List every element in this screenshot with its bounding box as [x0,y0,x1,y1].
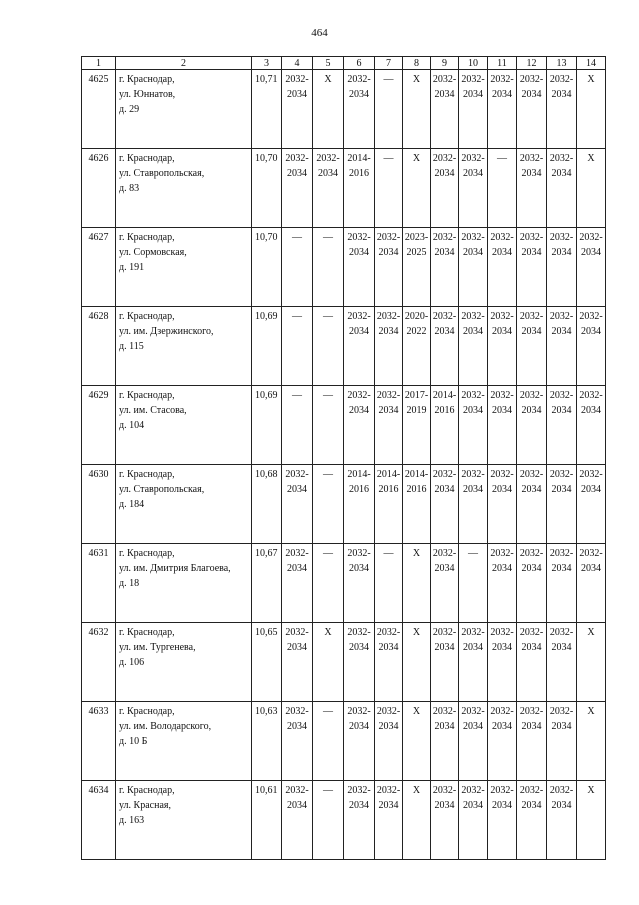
column-number-14: 14 [577,57,606,70]
period-cell-col-7: 2032- 2034 [375,623,403,702]
period-cell-col-4: 2032- 2034 [282,70,313,149]
column-number-12: 12 [517,57,547,70]
period-cell-col-12: 2032- 2034 [517,228,547,307]
address-line: г. Краснодар, [119,153,175,164]
period-cell-col-7: — [375,70,403,149]
period-cell-col-7: 2032- 2034 [375,781,403,860]
period-cell-col-4: 2032- 2034 [282,544,313,623]
address-line: г. Краснодар, [119,74,175,85]
column-number-4: 4 [282,57,313,70]
period-cell-col-13: 2032- 2034 [547,228,577,307]
period-cell-col-7: 2014- 2016 [375,465,403,544]
address-line: ул. им. Володарского, [119,721,212,732]
period-cell-col-4: 2032- 2034 [282,702,313,781]
address-line: д. 184 [119,499,145,510]
period-cell-col-8: 2023- 2025 [403,228,431,307]
period-cell-col-5: — [313,702,344,781]
period-cell-col-8: 2020- 2022 [403,307,431,386]
period-cell-col-14: Х [577,781,606,860]
period-cell-col-13: 2032- 2034 [547,623,577,702]
period-cell-col-12: 2032- 2034 [517,70,547,149]
table-row [82,544,606,623]
address-line: г. Краснодар, [119,232,175,243]
period-cell-col-5: — [313,544,344,623]
period-cell-col-6: 2032- 2034 [344,781,375,860]
period-cell-col-4: 2032- 2034 [282,781,313,860]
period-cell-col-10: 2032- 2034 [459,228,488,307]
period-cell-col-9: 2032- 2034 [431,702,459,781]
address-cell [116,149,252,228]
address-cell [116,623,252,702]
period-cell-col-13: 2032- 2034 [547,544,577,623]
page-number: 464 [311,27,328,39]
area-cell: 10,61 [252,781,282,860]
period-cell-col-11: — [488,149,517,228]
period-cell-col-10: 2032- 2034 [459,70,488,149]
period-cell-col-6: 2014- 2016 [344,149,375,228]
address-line: д. 18 [119,578,140,589]
period-cell-col-4: 2032- 2034 [282,149,313,228]
table-row [82,781,606,860]
area-cell: 10,67 [252,544,282,623]
period-cell-col-14: Х [577,623,606,702]
address-cell [116,465,252,544]
area-cell: 10,65 [252,623,282,702]
period-cell-col-6: 2032- 2034 [344,623,375,702]
period-cell-col-9: 2032- 2034 [431,149,459,228]
address-line: ул. им. Дмитрия Благоева, [119,563,231,574]
period-cell-col-12: 2032- 2034 [517,702,547,781]
period-cell-col-13: 2032- 2034 [547,307,577,386]
period-cell-col-13: 2032- 2034 [547,702,577,781]
period-cell-col-13: 2032- 2034 [547,149,577,228]
period-cell-col-12: 2032- 2034 [517,149,547,228]
period-cell-col-5: Х [313,623,344,702]
address-line: д. 106 [119,657,145,668]
period-cell-col-10: 2032- 2034 [459,702,488,781]
table-row [82,70,606,149]
period-cell-col-12: 2032- 2034 [517,623,547,702]
address-line: ул. Юннатов, [119,89,176,100]
period-cell-col-10: 2032- 2034 [459,623,488,702]
period-cell-col-8: Х [403,149,431,228]
period-cell-col-10: 2032- 2034 [459,149,488,228]
period-cell-col-11: 2032- 2034 [488,465,517,544]
period-cell-col-12: 2032- 2034 [517,465,547,544]
period-cell-col-5: — [313,465,344,544]
table-row [82,465,606,544]
address-cell [116,307,252,386]
column-number-row [82,57,606,70]
address-line: г. Краснодар, [119,627,175,638]
period-cell-col-9: 2032- 2034 [431,307,459,386]
address-cell [116,386,252,465]
period-cell-col-8: 2017- 2019 [403,386,431,465]
column-number-3: 3 [252,57,282,70]
period-cell-col-8: Х [403,544,431,623]
period-cell-col-6: 2032- 2034 [344,307,375,386]
address-line: ул. им. Тургенева, [119,642,196,653]
area-cell: 10,69 [252,307,282,386]
address-line: ул. Сормовская, [119,247,187,258]
period-cell-col-5: — [313,781,344,860]
period-cell-col-9: 2032- 2034 [431,781,459,860]
table-row [82,386,606,465]
column-number-6: 6 [344,57,375,70]
column-number-2: 2 [116,57,252,70]
period-cell-col-8: Х [403,70,431,149]
address-line: ул. Ставропольская, [119,484,205,495]
period-cell-col-7: — [375,544,403,623]
address-line: ул. Ставропольская, [119,168,205,179]
period-cell-col-5: — [313,228,344,307]
address-line: г. Краснодар, [119,390,175,401]
period-cell-col-4: 2032- 2034 [282,623,313,702]
period-cell-col-6: 2032- 2034 [344,70,375,149]
address-line: д. 29 [119,104,140,115]
period-cell-col-5: Х [313,70,344,149]
table-row [82,702,606,781]
period-cell-col-12: 2032- 2034 [517,544,547,623]
address-cell [116,228,252,307]
period-cell-col-14: 2032- 2034 [577,544,606,623]
period-cell-col-11: 2032- 2034 [488,781,517,860]
period-cell-col-14: Х [577,70,606,149]
row-number: 4625 [82,70,116,149]
row-number: 4632 [82,623,116,702]
period-cell-col-5: — [313,386,344,465]
row-number: 4627 [82,228,116,307]
period-cell-col-5: — [313,307,344,386]
row-number: 4633 [82,702,116,781]
table-row [82,149,606,228]
area-cell: 10,63 [252,702,282,781]
period-cell-col-6: 2032- 2034 [344,228,375,307]
row-number: 4630 [82,465,116,544]
address-line: д. 163 [119,815,145,826]
period-cell-col-5: 2032- 2034 [313,149,344,228]
address-line: д. 10 Б [119,736,148,747]
period-cell-col-9: 2032- 2034 [431,544,459,623]
period-cell-col-14: Х [577,149,606,228]
row-number: 4628 [82,307,116,386]
period-cell-col-6: 2032- 2034 [344,386,375,465]
period-cell-col-10: 2032- 2034 [459,386,488,465]
column-number-5: 5 [313,57,344,70]
period-cell-col-9: 2032- 2034 [431,623,459,702]
period-cell-col-11: 2032- 2034 [488,70,517,149]
period-cell-col-4: — [282,228,313,307]
period-cell-col-6: 2032- 2034 [344,544,375,623]
address-line: д. 83 [119,183,140,194]
address-line: ул. им. Дзержинского, [119,326,214,337]
period-cell-col-6: 2014- 2016 [344,465,375,544]
period-cell-col-14: 2032- 2034 [577,465,606,544]
column-number-7: 7 [375,57,403,70]
address-line: ул. им. Стасова, [119,405,187,416]
period-cell-col-8: 2014- 2016 [403,465,431,544]
column-number-9: 9 [431,57,459,70]
period-cell-col-10: 2032- 2034 [459,465,488,544]
period-cell-col-9: 2032- 2034 [431,228,459,307]
period-cell-col-10: — [459,544,488,623]
area-cell: 10,71 [252,70,282,149]
period-cell-col-7: 2032- 2034 [375,307,403,386]
period-cell-col-12: 2032- 2034 [517,307,547,386]
address-cell [116,702,252,781]
period-cell-col-14: 2032- 2034 [577,307,606,386]
period-cell-col-12: 2032- 2034 [517,781,547,860]
address-line: г. Краснодар, [119,311,175,322]
table-row [82,228,606,307]
period-cell-col-9: 2014- 2016 [431,386,459,465]
area-cell: 10,70 [252,228,282,307]
address-line: ул. Красная, [119,800,171,811]
period-cell-col-10: 2032- 2034 [459,307,488,386]
address-line: г. Краснодар, [119,548,175,559]
period-cell-col-9: 2032- 2034 [431,70,459,149]
column-number-11: 11 [488,57,517,70]
address-line: г. Краснодар, [119,469,175,480]
address-line: д. 191 [119,262,145,273]
row-number: 4634 [82,781,116,860]
period-cell-col-11: 2032- 2034 [488,623,517,702]
address-line: д. 104 [119,420,145,431]
period-cell-col-11: 2032- 2034 [488,702,517,781]
period-cell-col-14: 2032- 2034 [577,386,606,465]
period-cell-col-13: 2032- 2034 [547,465,577,544]
period-cell-col-7: 2032- 2034 [375,702,403,781]
address-line: д. 115 [119,341,144,352]
period-cell-col-7: 2032- 2034 [375,386,403,465]
area-cell: 10,70 [252,149,282,228]
housing-repair-table [81,56,606,860]
address-line: г. Краснодар, [119,706,175,717]
period-cell-col-11: 2032- 2034 [488,228,517,307]
area-cell: 10,69 [252,386,282,465]
period-cell-col-11: 2032- 2034 [488,307,517,386]
address-cell [116,781,252,860]
period-cell-col-8: Х [403,702,431,781]
period-cell-col-12: 2032- 2034 [517,386,547,465]
period-cell-col-11: 2032- 2034 [488,544,517,623]
period-cell-col-13: 2032- 2034 [547,781,577,860]
period-cell-col-14: Х [577,702,606,781]
period-cell-col-8: Х [403,781,431,860]
period-cell-col-11: 2032- 2034 [488,386,517,465]
column-number-8: 8 [403,57,431,70]
period-cell-col-13: 2032- 2034 [547,386,577,465]
period-cell-col-8: Х [403,623,431,702]
period-cell-col-7: — [375,149,403,228]
period-cell-col-6: 2032- 2034 [344,702,375,781]
period-cell-col-4: 2032- 2034 [282,465,313,544]
column-number-1: 1 [82,57,116,70]
period-cell-col-4: — [282,307,313,386]
period-cell-col-7: 2032- 2034 [375,228,403,307]
row-number: 4631 [82,544,116,623]
column-number-10: 10 [459,57,488,70]
table-row [82,307,606,386]
area-cell: 10,68 [252,465,282,544]
address-cell [116,544,252,623]
period-cell-col-14: 2032- 2034 [577,228,606,307]
row-number: 4626 [82,149,116,228]
address-line: г. Краснодар, [119,785,175,796]
column-number-13: 13 [547,57,577,70]
row-number: 4629 [82,386,116,465]
period-cell-col-9: 2032- 2034 [431,465,459,544]
period-cell-col-13: 2032- 2034 [547,70,577,149]
period-cell-col-4: — [282,386,313,465]
table-row [82,623,606,702]
address-cell [116,70,252,149]
period-cell-col-10: 2032- 2034 [459,781,488,860]
